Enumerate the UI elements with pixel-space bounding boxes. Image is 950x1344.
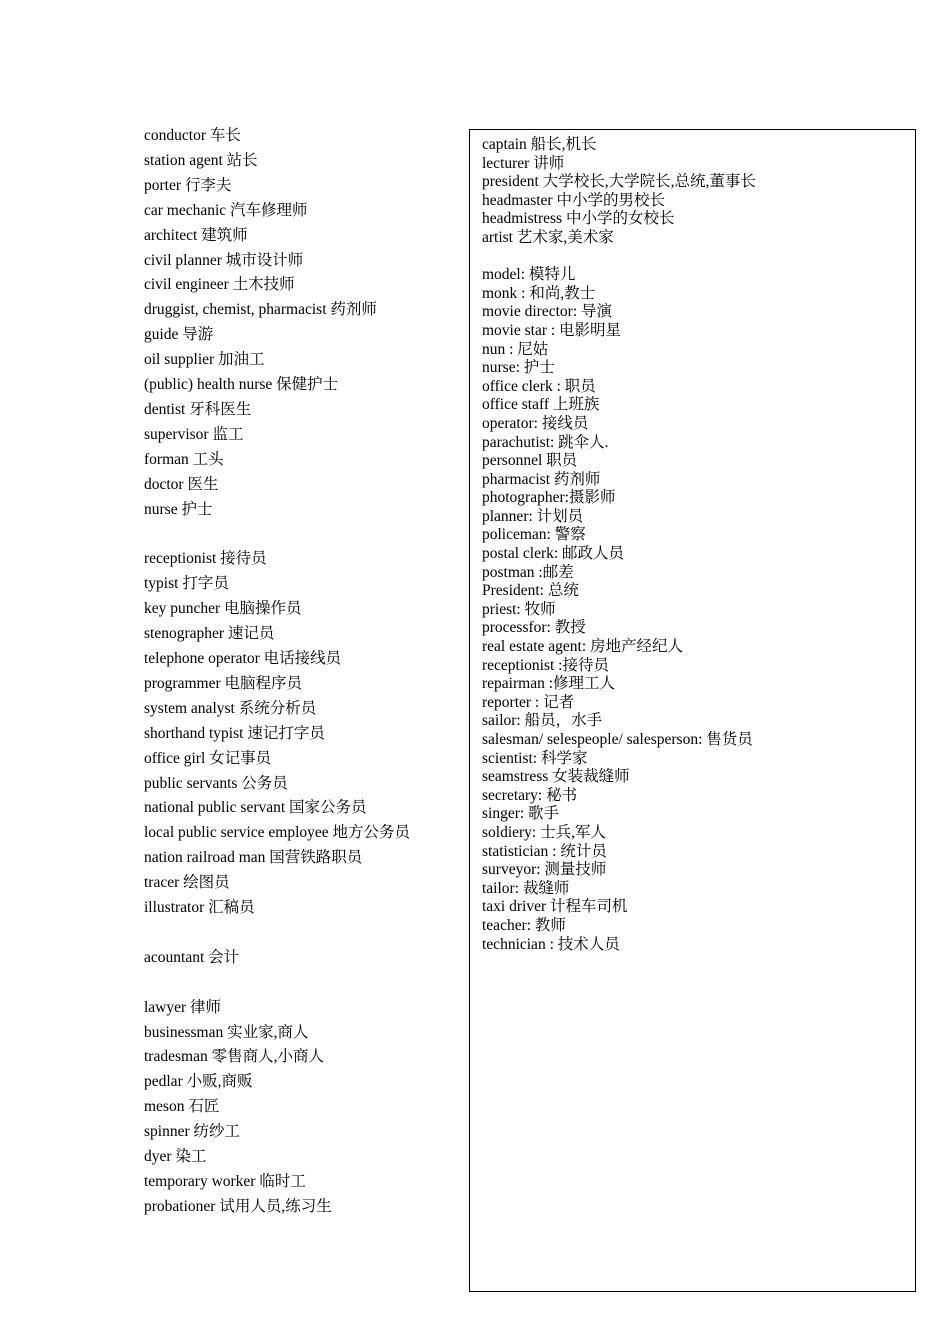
group-spacer	[144, 971, 454, 996]
vocab-entry: conductor 车长	[144, 127, 241, 144]
right-vocabulary-list	[482, 136, 907, 954]
vocab-entry: receptionist 接待员	[144, 550, 267, 568]
vocab-entry: tradesman 零售商人,小商人	[144, 1048, 324, 1066]
vocab-entry: reporter : 记者	[482, 693, 575, 711]
vocab-entry: movie director: 导演	[482, 303, 612, 321]
vocab-entry: office clerk : 职员	[482, 377, 596, 395]
vocab-entry: local public service employee 地方公务员	[144, 824, 411, 842]
vocab-entry: businessman 实业家,商人	[144, 1023, 309, 1041]
vocab-entry: lawyer 律师	[144, 998, 222, 1016]
vocab-entry: temporary worker 临时工	[144, 1173, 306, 1191]
vocab-entry: headmistress 中小学的女校长	[482, 210, 675, 228]
vocab-entry: seamstress 女装裁缝师	[482, 768, 630, 786]
vocab-entry: postman :邮差	[482, 563, 574, 581]
vocab-entry: tracer 绘图员	[144, 874, 230, 892]
vocab-entry: shorthand typist 速记打字员	[144, 724, 325, 742]
vocab-entry: president 大学校长,大学院长,总统,董事长	[482, 173, 756, 191]
vocab-entry: illustrator 汇稿员	[144, 899, 255, 917]
vocab-entry: policeman: 警察	[482, 526, 586, 544]
vocab-entry: real estate agent: 房地产经纪人	[482, 638, 684, 656]
vocab-entry: civil engineer 土木技师	[144, 276, 295, 294]
vocab-entry: dyer 染工	[144, 1148, 207, 1166]
vocab-entry: national public servant 国家公务员	[144, 799, 367, 817]
vocab-entry: operator: 接线员	[482, 414, 589, 432]
vocab-entry: architect 建筑师	[144, 226, 248, 244]
vocab-entry: office girl 女记事员	[144, 749, 272, 767]
vocab-entry: artist 艺术家,美术家	[482, 228, 614, 246]
vocab-entry: planner: 计划员	[482, 507, 584, 525]
vocab-entry: nation railroad man 国营铁路职员	[144, 849, 363, 867]
vocab-entry: civil planner 城市设计师	[144, 251, 304, 269]
vocab-entry: photographer:摄影师	[482, 489, 616, 507]
vocab-entry: office staff 上班族	[482, 396, 600, 414]
vocab-entry: system analyst 系统分析员	[144, 699, 317, 717]
group-spacer	[144, 921, 454, 946]
vocab-entry: acountant 会计	[144, 948, 240, 966]
vocab-entry: headmaster 中小学的男校长	[482, 191, 665, 209]
vocab-entry: receptionist :接待员	[482, 656, 609, 674]
vocab-entry: forman 工头	[144, 450, 224, 468]
vocab-entry: postal clerk: 邮政人员	[482, 545, 625, 563]
group-spacer	[144, 523, 454, 548]
vocab-entry: soldiery: 士兵,军人	[482, 823, 606, 841]
vocab-entry: statistician : 统计员	[482, 842, 607, 860]
vocab-entry: programmer 电脑程序员	[144, 674, 302, 692]
vocab-entry: model: 模特儿	[482, 266, 576, 284]
vocab-entry: spinner 纺纱工	[144, 1123, 241, 1141]
vocab-entry: dentist 牙科医生	[144, 400, 252, 418]
vocab-entry: President: 总统	[482, 582, 579, 600]
vocab-entry: pedlar 小贩,商贩	[144, 1073, 253, 1091]
vocab-entry: doctor 医生	[144, 475, 219, 493]
vocab-entry: public servants 公务员	[144, 774, 288, 792]
group-spacer	[482, 248, 907, 267]
vocab-entry: meson 石匠	[144, 1098, 220, 1116]
vocab-entry: lecturer 讲师	[482, 154, 565, 172]
vocab-entry: (public) health nurse 保健护士	[144, 376, 339, 394]
vocab-entry: salesman/ selespeople/ salesperson: 售货员	[482, 731, 753, 748]
vocab-entry: stenographer 速记员	[144, 625, 275, 643]
vocab-entry: movie star : 电影明星	[482, 321, 622, 339]
vocab-entry: captain 船长,机长	[482, 136, 597, 153]
left-vocabulary-list	[144, 124, 454, 1220]
vocab-entry: monk : 和尚,教士	[482, 284, 596, 302]
vocab-entry: key puncher 电脑操作员	[144, 600, 302, 618]
vocab-entry: singer: 歌手	[482, 805, 560, 823]
vocab-entry: technician : 技术人员	[482, 935, 620, 953]
vocab-entry: porter 行李夫	[144, 176, 232, 194]
vocab-entry: telephone operator 电话接线员	[144, 650, 342, 668]
vocab-entry: tailor: 裁缝师	[482, 879, 570, 897]
vocab-entry: taxi driver 计程车司机	[482, 898, 628, 916]
vocab-entry: druggist, chemist, pharmacist 药剂师	[144, 301, 377, 319]
vocab-entry: surveyor: 测量技师	[482, 861, 607, 879]
vocab-entry: repairman :修理工人	[482, 675, 616, 693]
vocab-entry: sailor: 船员，水手	[482, 712, 603, 730]
vocab-entry: oil supplier 加油工	[144, 351, 265, 369]
vocab-entry: secretary: 秘书	[482, 786, 578, 804]
vocab-entry: scientist: 科学家	[482, 749, 588, 767]
vocab-entry: supervisor 监工	[144, 425, 244, 443]
vocab-entry: probationer 试用人员,练习生	[144, 1197, 332, 1215]
vocab-entry: nun : 尼姑	[482, 340, 549, 358]
vocab-entry: car mechanic 汽车修理师	[144, 201, 308, 219]
right-vocabulary-box	[469, 129, 916, 1292]
vocab-entry: station agent 站长	[144, 151, 258, 169]
vocab-entry: processfor: 教授	[482, 619, 586, 637]
vocab-entry: pharmacist 药剂师	[482, 470, 601, 488]
vocab-entry: nurse: 护士	[482, 359, 555, 377]
vocab-entry: teacher: 教师	[482, 916, 566, 934]
vocab-entry: personnel 职员	[482, 452, 578, 470]
vocab-entry: nurse 护士	[144, 500, 213, 518]
vocab-entry: priest: 牧师	[482, 600, 556, 618]
vocab-entry: typist 打字员	[144, 575, 229, 593]
vocab-entry: parachutist: 跳伞人.	[482, 433, 609, 451]
vocab-entry: guide 导游	[144, 326, 214, 344]
